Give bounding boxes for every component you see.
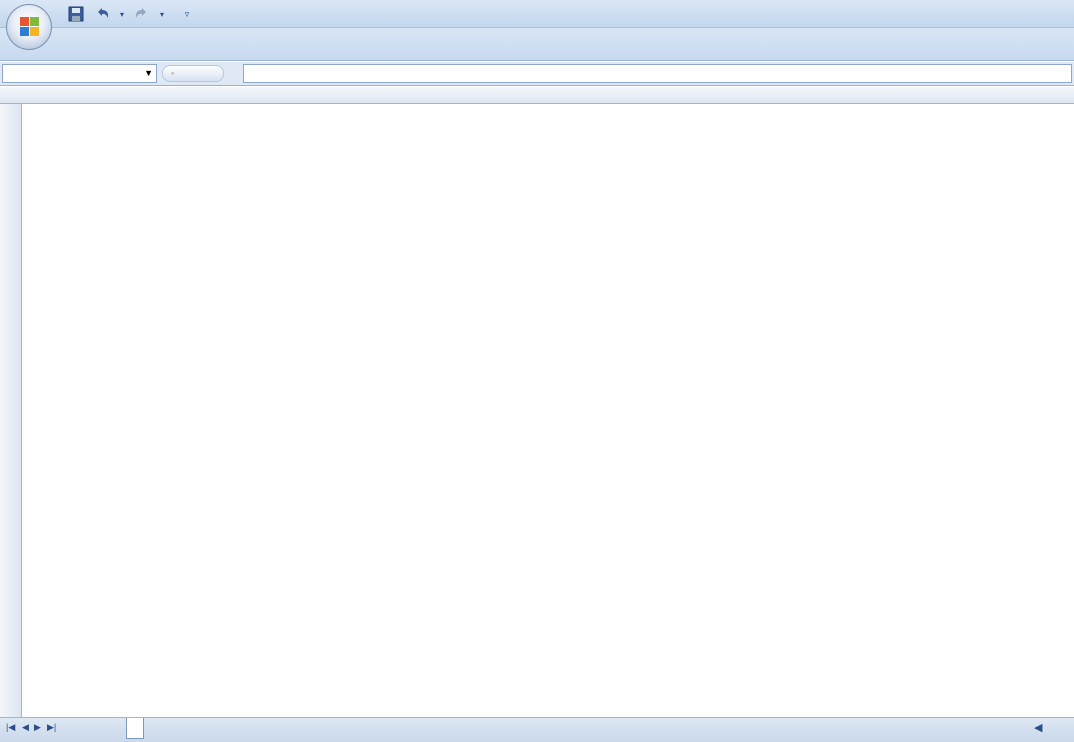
last-sheet-icon[interactable]: ▶| [47,722,57,732]
sheet-tab-costos-totales[interactable] [734,718,750,738]
window-title [0,6,1074,20]
spreadsheet-grid[interactable] [0,87,1074,717]
formula-resize-handle[interactable]: ◦ [162,65,224,82]
sheet-tab-presupuesto[interactable] [126,718,144,739]
sheet-tab-proyeccion-costos[interactable] [532,718,548,738]
tab-scroll-left-icon[interactable]: ◀ [1034,722,1043,734]
sheet-tab-proyeccion-i[interactable] [890,718,906,738]
formula-bar [0,62,1074,86]
name-box[interactable] [2,64,157,83]
sheet-tab-bar [0,717,1074,742]
first-sheet-icon[interactable]: |◀ [6,722,16,732]
formula-controls [160,64,242,83]
formula-input[interactable] [243,64,1072,83]
redo-dropdown-icon[interactable]: ▾ [159,9,164,19]
sheet-tab-memorias[interactable] [346,718,362,738]
prev-sheet-icon[interactable]: ◀ [22,722,29,732]
ribbon-tabs [0,28,1074,61]
office-logo-icon [20,17,40,37]
next-sheet-icon[interactable]: ▶ [34,722,41,732]
column-headers [0,87,1074,104]
customize-qat-icon[interactable]: ▿ [184,8,190,19]
sheet-tab-datos[interactable] [66,718,82,738]
undo-dropdown-icon[interactable]: ▾ [119,9,124,19]
title-bar [0,0,1074,28]
office-button[interactable] [6,4,52,50]
name-box-dropdown-icon[interactable]: ▼ [144,68,153,78]
row-headers [0,104,22,717]
